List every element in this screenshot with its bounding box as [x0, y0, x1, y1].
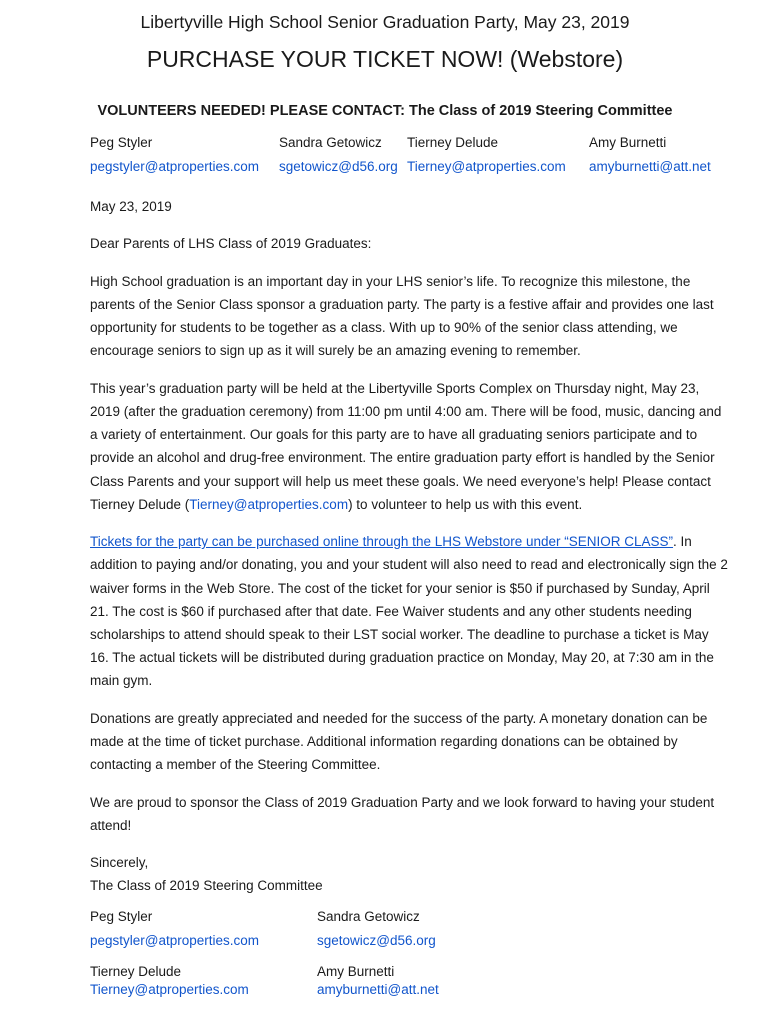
- letter-body: [90, 195, 730, 898]
- purchase-heading: PURCHASE YOUR TICKET NOW! (Webstore): [146, 46, 624, 72]
- signature: The Class of 2019 Steering Committee: [90, 878, 323, 894]
- sig-tierney-email-link[interactable]: Tierney@atproperties.com: [90, 982, 249, 997]
- contact-email-link[interactable]: pegstyler@atproperties.com: [90, 159, 260, 174]
- paragraph-tickets: [90, 530, 730, 692]
- contact-name: Amy Burnetti: [589, 135, 667, 150]
- contact-tierney: [407, 131, 566, 179]
- contact-name: Peg Styler: [90, 135, 153, 150]
- contact-email-link[interactable]: Tierney@atproperties.com: [407, 159, 566, 174]
- paragraph-text: This year’s graduation party will be held at the Libertyville Sports Complex on Thursday night, May 23, 2019 (after the graduation ceremony) from 11:00 pm until 4:00 am. There will be food, music, dancing and a variety of entertainment. Our goals for this party are to have all graduating seniors participate and to provide an alcohol and drug-free environment. The entire graduation party effort is handled by the Senior Class Parents and your support will help us meet these goals. We need everyone’s help! Please contact Tierney Delude (: [90, 380, 722, 512]
- sig-sandra-name: Sandra Getowicz: [317, 909, 420, 924]
- sig-peg-name: Peg Styler: [90, 909, 153, 924]
- closing: Sincerely,: [90, 855, 149, 871]
- contact-email-link[interactable]: sgetowicz@d56.org: [279, 159, 398, 174]
- sig-tierney-name: Tierney Delude: [90, 964, 182, 979]
- paragraph-closing: We are proud to sponsor the Class of 2019 Graduation Party and we look forward to having your student attend!: [90, 794, 715, 833]
- paragraph-text: ) to volunteer to help us with this event.: [348, 496, 583, 512]
- tierney-email-link[interactable]: Tierney@atproperties.com: [189, 496, 349, 512]
- contact-name: Sandra Getowicz: [279, 135, 382, 150]
- paragraph-text: . In addition to paying and/or donating, you and your student will also need to read and electronically sign the 2 waiver forms in the Web Store. The cost of the ticket for your senior is $50 if purchased by Sunday, April 21. The cost is $60 if purchased after that date. Fee Waiver students and any other students needing scholarships to attend should speak to their LST social worker. The deadline to purchase a ticket is May 16. The actual tickets will be distributed during graduation practice on Monday, May 20, at 7:30 am in the main gym.: [90, 534, 728, 689]
- event-title: Libertyville High School Senior Graduation Party, May 23, 2019: [140, 12, 630, 32]
- paragraph-details: [90, 377, 730, 516]
- sig-sandra-email-link[interactable]: sgetowicz@d56.org: [317, 933, 436, 948]
- paragraph-donations: Donations are greatly appreciated and needed for the success of the party. A monetary donation can be made at the time of ticket purchase. Additional information regarding donations can be obtained by contacting a member of the Steering Committee.: [90, 710, 708, 773]
- sig-amy-email-link[interactable]: amyburnetti@att.net: [317, 982, 439, 997]
- letter-date: May 23, 2019: [90, 199, 172, 214]
- contact-name: Tierney Delude: [407, 135, 499, 150]
- contact-peg: [90, 131, 259, 179]
- letter-salutation: Dear Parents of LHS Class of 2019 Graduates:: [90, 236, 372, 252]
- paragraph-intro: High School graduation is an important day in your LHS senior’s life. To recognize this milestone, the parents of the Senior Class sponsor a graduation party. The party is a festive affair and provides one last opportunity for students to be together as a class. With up to 90% of the senior class attending, we encourage seniors to sign up as it will surely be an amazing evening to remember.: [90, 273, 714, 359]
- contact-sandra: [279, 131, 398, 179]
- contact-amy: [589, 131, 711, 179]
- volunteer-heading: VOLUNTEERS NEEDED! PLEASE CONTACT: The Class of 2019 Steering Committee: [97, 103, 673, 119]
- sig-amy-name: Amy Burnetti: [317, 964, 395, 979]
- webstore-link[interactable]: Tickets for the party can be purchased online through the LHS Webstore under “SENIOR CLASS”: [90, 534, 674, 550]
- sig-peg-email-link[interactable]: pegstyler@atproperties.com: [90, 933, 260, 948]
- contact-email-link[interactable]: amyburnetti@att.net: [589, 159, 711, 174]
